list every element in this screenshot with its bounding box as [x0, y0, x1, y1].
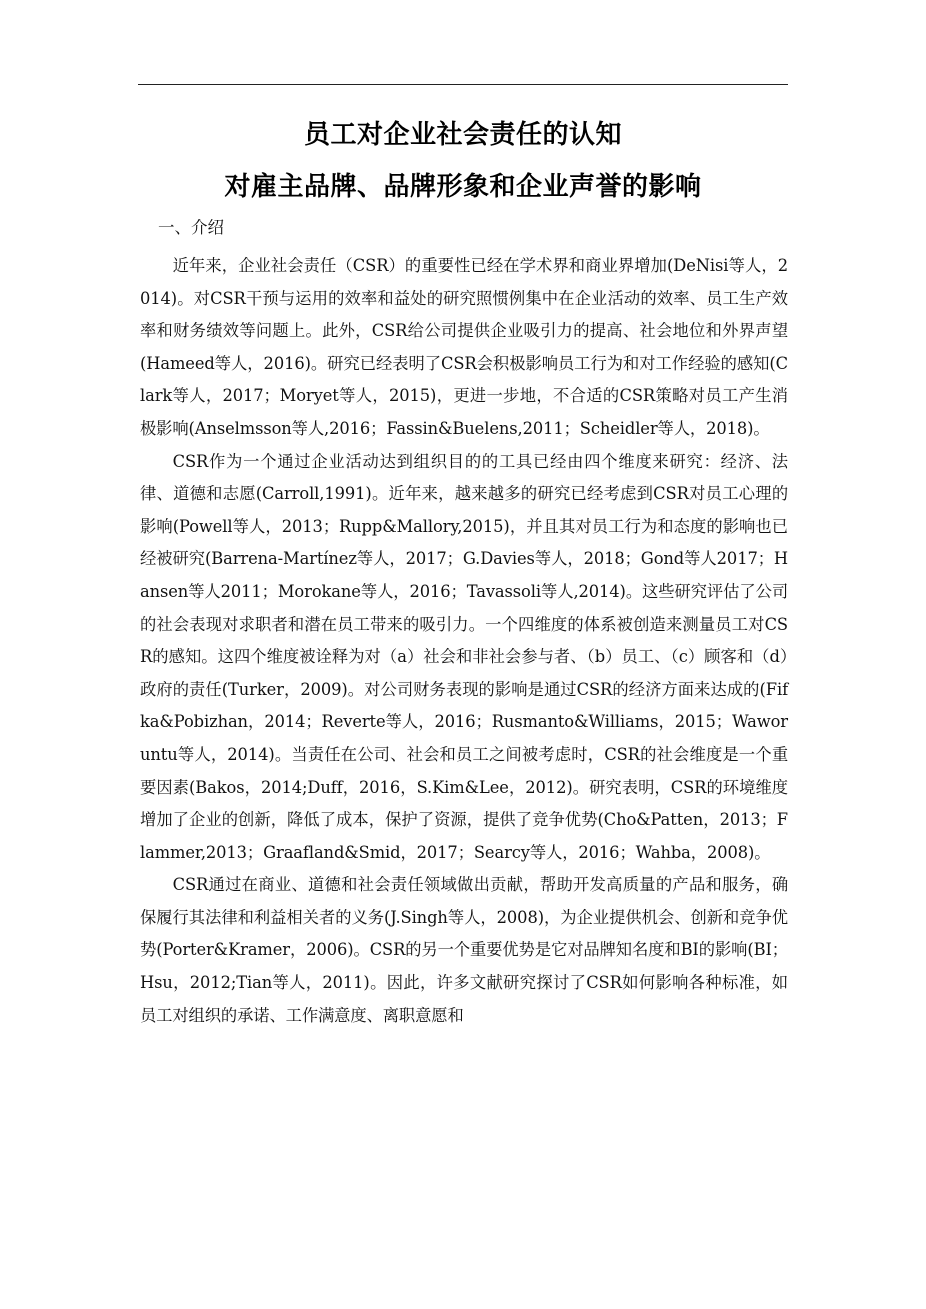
paragraph-2: CSR作为一个通过企业活动达到组织目的的工具已经由四个维度来研究：经济、法律、道德和志愿(Carroll,1991)。近年来，越来越多的研究已经考虑到CSR对员工心理的影响(Powell等人，2013；Rupp&Mallory,2015)，并且其对员工行为和态度的影响也已经被研究(Barrena-Martínez等人，2017；G.Davies等人，2018；Gond等人2017；Hansen等人2011；Morokane等人，2016；Tavassoli等人,2014)。这些研究评估了公司的社会表现对求职者和潜在员工带来的吸引力。一个四维度的体系被创造来测量员工对CSR的感知。这四个维度被诠释为对（a）社会和非社会参与者、（b）员工、（c）顾客和（d）政府的责任(Turker，2009)。对公司财务表现的影响是通过CSR的经济方面来达成的(Fifka&Pobizhan，2014；Reverte等人，2016；Rusmanto&Williams，2015；Waworuntu等人，2014)。当责任在公司、社会和员工之间被考虑时，CSR的社会维度是一个重要因素(Bakos，2014;Duff，2016，S.Kim&Lee，2012)。研究表明，CSR的环境维度增加了企业的创新，降低了成本，保护了资源，提供了竞争优势(Cho&Patten，2013；Flammer,2013；Graafland&Smid，2017；Searcy等人，2016；Wahba，2008)。 [140, 451, 788, 862]
document-title-line-1: 员工对企业社会责任的认知 [303, 120, 622, 150]
header-rule [138, 84, 788, 85]
body-text [140, 250, 788, 1032]
paragraph-1: 近年来，企业社会责任（CSR）的重要性已经在学术界和商业界增加(DeNisi等人，2014)。对CSR干预与运用的效率和益处的研究照惯例集中在企业活动的效率、员工生产效率和财务绩效等问题上。此外，CSR给公司提供企业吸引力的提高、社会地位和外界声望(Hameed等人，2016)。研究已经表明了CSR会积极影响员工行为和对工作经验的感知(Clark等人，2017；Moryet等人，2015)，更进一步地，不合适的CSR策略对员工产生消极影响(Anselmsson等人,2016；Fassin&Buelens,2011；Scheidler等人，2018)。 [140, 256, 788, 438]
section-heading: 一、介绍 [158, 218, 224, 237]
document-title-line-2: 对雇主品牌、品牌形象和企业声誉的影响 [224, 172, 702, 202]
paragraph-3: CSR通过在商业、道德和社会责任领域做出贡献，帮助开发高质量的产品和服务，确保履行其法律和利益相关者的义务(J.Singh等人，2008)，为企业提供机会、创新和竞争优势(Porter&Kramer，2006)。CSR的另一个重要优势是它对品牌知名度和BI的影响(BI；Hsu，2012;Tian等人，2011)。因此，许多文献研究探讨了CSR如何影响各种标准，如员工对组织的承诺、工作满意度、离职意愿和 [140, 875, 788, 1025]
